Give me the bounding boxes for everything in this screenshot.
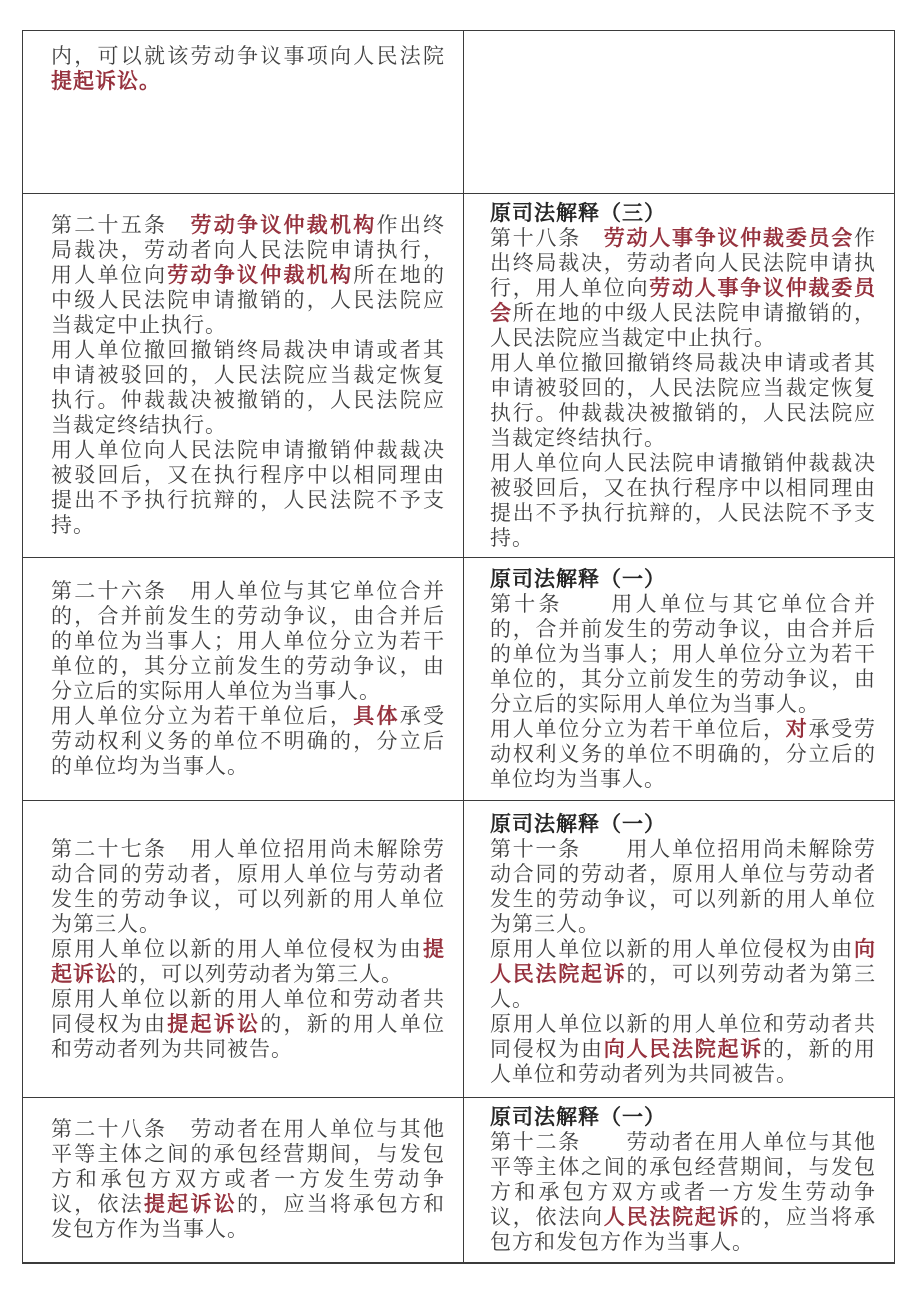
body-text-run: 第十一条 用人单位招用尚未解除劳动合同的劳动者，原用人单位与劳动者发生的劳动争议，可以列新的用人单位为第三人。 (490, 836, 876, 936)
law-paragraph (490, 592, 876, 717)
law-paragraph (490, 937, 876, 1012)
law-paragraph (51, 1117, 445, 1242)
body-text-run: 的，新的用人单位和劳动者列为共同被告。 (490, 1036, 876, 1086)
highlighted-change-text: 劳动人事争议仲裁委员会 (490, 275, 876, 325)
body-text-run: 内，可以就该劳动争议事项向人民法院 (51, 44, 445, 68)
body-text-run: 第十八条 (490, 225, 604, 250)
law-paragraph (51, 579, 445, 704)
body-text-run: 第二十七条 用人单位招用尚未解除劳动合同的劳动者，原用人单位与劳动者发生的劳动争议，可以列新的用人单位为第三人。 (51, 836, 445, 936)
body-text-run: 的，应当将承包方和发包方作为当事人。 (51, 1192, 445, 1242)
original-interpretation-cell (464, 558, 895, 801)
law-paragraph (490, 351, 876, 451)
body-text-run: 用人单位向人民法院申请撤销仲裁裁决被驳回后，又在执行程序中以相同理由提出不予执行抗辩的，人民法院不予支持。 (490, 450, 876, 550)
law-paragraph (490, 1012, 876, 1087)
body-text-run: 第二十五条 (51, 213, 191, 237)
body-text-run: 的，新的用人单位和劳动者列为共同被告。 (51, 1011, 445, 1061)
body-text-run: 的，应当将承包方和发包方作为当事人。 (490, 1204, 876, 1254)
table-row (23, 1098, 895, 1263)
law-paragraph (51, 937, 445, 987)
body-text-run: 原用人单位以新的用人单位侵权为由 (490, 936, 854, 961)
body-text-run: 承受劳动权利义务的单位不明确的，分立后的单位均为当事人。 (51, 704, 445, 778)
body-text-run: 所在地的中级人民法院申请撤销的，人民法院应当裁定中止执行。 (490, 300, 876, 350)
original-interpretation-cell (464, 1098, 895, 1263)
interpretation-header: 原司法解释（一） (490, 1104, 666, 1129)
law-paragraph (51, 438, 445, 538)
law-paragraph (490, 226, 876, 351)
table-row (23, 801, 895, 1098)
interpretation-header: 原司法解释（一） (490, 566, 666, 591)
highlighted-change-text: 向人民法院起诉 (490, 936, 876, 986)
law-paragraph (51, 987, 445, 1062)
body-text-run: 第十条 用人单位与其它单位合并的，合并前发生的劳动争议，由合并后的单位为当事人；用人单位分立为若干单位的，其分立前发生的劳动争议，由分立后的实际用人单位为当事人。 (490, 591, 876, 716)
body-text-run: 第二十八条 劳动者在用人单位与其他平等主体之间的承包经营期间，与发包方和承包方双方或者一方发生劳动争议，依法 (51, 1117, 445, 1217)
body-text-run: 原用人单位以新的用人单位和劳动者共同侵权为由 (490, 1011, 876, 1061)
highlighted-change-text: 提起诉讼 (144, 1192, 237, 1217)
highlighted-change-text: 提起诉讼 (167, 1011, 261, 1036)
highlighted-change-text: 劳动争议仲裁机构 (190, 213, 377, 237)
law-paragraph (51, 704, 445, 779)
highlighted-change-text: 对 (785, 716, 809, 741)
new-provision-cell (23, 194, 464, 558)
table-row (23, 194, 895, 558)
new-provision-cell (23, 558, 464, 801)
body-text-run: 原用人单位以新的用人单位和劳动者共同侵权为由 (51, 986, 445, 1036)
table-row (23, 558, 895, 801)
law-paragraph (490, 451, 876, 551)
body-text-run: 承受劳动权利义务的单位不明确的，分立后的单位均为当事人。 (490, 716, 876, 791)
law-paragraph (490, 1130, 876, 1255)
body-text-run: 作出终局裁决，劳动者向人民法院申请执行，用人单位向 (490, 225, 876, 300)
table-row (23, 31, 895, 194)
highlighted-change-text: 具体 (353, 704, 400, 728)
body-text-run: 的，可以列劳动者为第三人。 (490, 961, 876, 1011)
body-text-run: 用人单位分立为若干单位后， (490, 716, 786, 741)
new-provision-cell (23, 1098, 464, 1263)
highlighted-change-text: 提起诉讼 (51, 936, 445, 986)
new-provision-cell (23, 801, 464, 1098)
original-interpretation-cell (464, 31, 895, 194)
body-text-run: 作出终局裁决，劳动者向人民法院申请执行，用人单位向 (51, 213, 445, 287)
law-paragraph (51, 213, 445, 338)
original-interpretation-cell (464, 194, 895, 558)
interpretation-header: 原司法解释（三） (490, 200, 666, 225)
body-text-run: 所在地的中级人民法院申请撤销的，人民法院应当裁定中止执行。 (51, 263, 445, 337)
body-text-run: 第二十六条 用人单位与其它单位合并的，合并前发生的劳动争议，由合并后的单位为当事人；用人单位分立为若干单位的，其分立前发生的劳动争议，由分立后的实际用人单位为当事人。 (51, 579, 445, 703)
body-text-run: 原用人单位以新的用人单位侵权为由 (51, 936, 423, 961)
body-text-run: 用人单位撤回撤销终局裁决申请或者其申请被驳回的，人民法院应当裁定恢复执行。仲裁裁决被撤销的，人民法院应当裁定终结执行。 (490, 350, 876, 450)
law-comparison-table (22, 30, 895, 1264)
highlighted-change-text: 提起诉讼。 (51, 69, 161, 93)
law-paragraph (51, 44, 445, 94)
interpretation-header: 原司法解释（一） (490, 811, 666, 836)
law-paragraph (490, 837, 876, 937)
highlighted-change-text: 劳动人事争议仲裁委员会 (603, 225, 854, 250)
body-text-run: 用人单位向人民法院申请撤销仲裁裁决被驳回后，又在执行程序中以相同理由提出不予执行抗辩的，人民法院不予支持。 (51, 438, 445, 537)
highlighted-change-text: 人民法院起诉 (603, 1204, 741, 1229)
law-paragraph (51, 837, 445, 937)
body-text-run: 用人单位撤回撤销终局裁决申请或者其申请被驳回的，人民法院应当裁定恢复执行。仲裁裁决被撤销的，人民法院应当裁定终结执行。 (51, 338, 445, 437)
law-paragraph (51, 338, 445, 438)
body-text-run: 第十二条 劳动者在用人单位与其他平等主体之间的承包经营期间，与发包方和承包方双方或者一方发生劳动争议，依法向 (490, 1129, 876, 1229)
new-provision-cell (23, 31, 464, 194)
body-text-run: 用人单位分立为若干单位后， (51, 704, 354, 728)
law-paragraph (490, 717, 876, 792)
highlighted-change-text: 向人民法院起诉 (603, 1036, 763, 1061)
original-interpretation-cell (464, 801, 895, 1098)
highlighted-change-text: 劳动争议仲裁机构 (167, 263, 354, 287)
body-text-run: 的，可以列劳动者为第三人。 (117, 961, 403, 986)
